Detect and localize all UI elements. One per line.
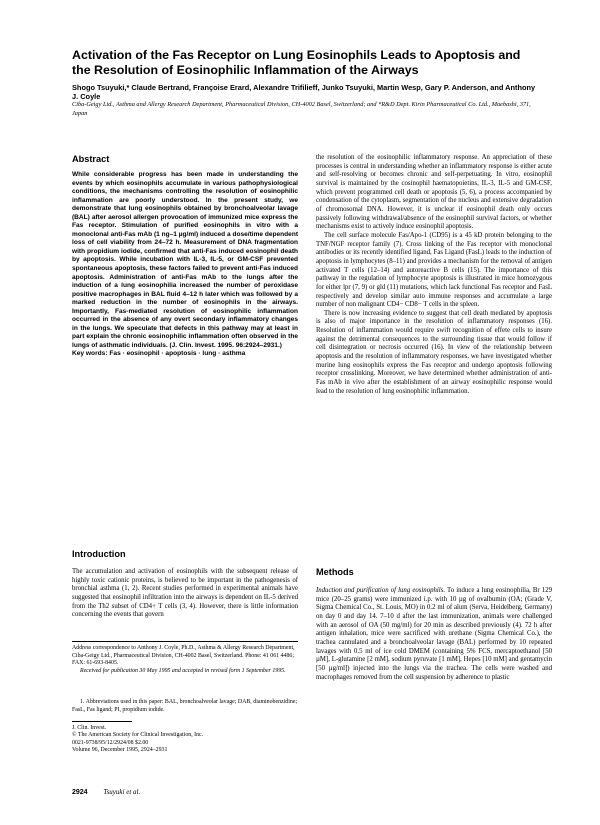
page-number: 2924 [72, 789, 88, 796]
intro-continued [316, 154, 552, 396]
abbreviations-note: 1. Abbreviations used in this paper: BAL, bronchoalveolar lavage; DAB, diaminobenzidine; FasL, Fas ligand; PI, propidium iodide. [72, 699, 298, 713]
journal-name: J. Clin. Invest. [72, 725, 107, 731]
affiliation: Ciba-Geigy Ltd., Asthma and Allergy Research Department, Pharmaceutical Division, CH-4002 Basel, Switzerland; and *R&D Dept. Kirin Pharmaceutical Co. Ltd., Maebashi, 371, Japan [72, 101, 531, 117]
journal-info-divider [72, 721, 132, 722]
abstract-section [72, 171, 298, 359]
page-footer [72, 788, 140, 796]
keywords: Key words: Fas · eosinophil · apoptosis · lung · asthma [72, 350, 246, 358]
footnote-divider [72, 641, 298, 642]
introduction-body [72, 568, 298, 620]
methods-subheading: Induction and purification of lung eosinophils. [316, 587, 446, 594]
received-note: Received for publication 30 May 1995 and accepted in revised form 1 September 1995. [80, 667, 286, 674]
abstract-body: While considerable progress has been made in understanding the events by which eosinophils accumulate in various pathophysiological conditions, the mechanisms controlling the resolution of eosinophilic inflammation are poorly understood. In the present study, we demonstrate that lung eosinophils obtained by bronchoalveolar lavage (BAL) after aerosol allergen provocation of immunized mice express the Fas receptor. Stimulation of purified eosinophils in vitro with a monoclonal anti-Fas mAb (1 ng–1 µg/ml) induced a dose/time dependent loss of cell viability from 24–72 h. Measurement of DNA fragmentation with propidium iodide, confirmed that anti-Fas induced eosinophil death by apoptosis. While incubation with IL-3, IL-5, or GM-CSF prevented spontaneous apoptosis, these factors failed to prevent anti-Fas induced apoptosis. Administration of anti-Fas mAb to the lungs after the induction of a lung eosinophilia increased the number of peroxidase positive macrophages in BAL fluid 4–12 h later which was followed by a marked reduction in the number of eosinophils in the airways. Importantly, Fas-mediated resolution of eosinophilic inflammation occurred in the absence of any overt secondary inflammatory changes in the lungs. We speculate that defects in this pathway may at least in part explain the chronic eosinophilic inflammation often observed in the lungs of asthmatic individuals. (J. Clin. Invest. 1995. 96:2924–2931.) [72, 171, 298, 349]
methods-paragraph: To induce a lung eosinophilia, Br 129 mice (20–25 grams) were immunized i.p. with 10 µg of ovalbumin (OA; (Grade V, Sigma Chemical Co., St. Louis, MO) in 0.2 ml of alum (Serva, Heidelberg, Germany) on day 0 and day 14. 7–10 d after the last immunization, animals were challenged with an aerosol of OA (50 mg/ml) for 20 min as described previously (4). 72 h after antigen inhalation, mice were sacrificed with urethane (Sigma Chemical Co.), the trachea cannulated and a bronchoalveolar lavage (BAL) performed by 10 repeated lavages with 0.5 ml of ice cold DMEM (containing 5% FCS, mercaptoethanol [50 µM], L-glutamine [2 mM], sodium pyruvate [1 mM], Hepes [10 mM] and gentamycin [50 µg/ml]) injected into the lungs via the trachea. The cells were washed and macrophages removed from the cell suspension by adherence to plastic [316, 587, 552, 681]
article-title: Activation of the Fas Receptor on Lung Eosinophils Leads to Apoptosis and the Resolution of Eosinophilic Inflammation of the Airways [72, 48, 521, 77]
journal-info [72, 725, 298, 754]
intro-paragraph-1: the resolution of the eosinophilic inflammatory response. An appreciation of these processes is central in understanding whether an inflammatory response is either acute and self-resolving or becomes chronic and self-perpetuating. In vitro, eosinophil survival is maintained by the cosinophil haematopoietins, IL-3, IL-5 and GM-CSF, which prevent programmed cell death or apoptosis (5, 6), a process accompanied by condensation of the cytoplasm, segmentation of the nucleus and extensive degradation of chromosomal DNA. However, it is unclear if eosinophil death only occurs passively following withdrawal/absence of the eosinophil survival factors, or whether mechanisms exist to actively induce eosinophil apoptosis. [316, 154, 552, 231]
correspondence-note: Address correspondence to Anthony J. Coyle, Ph.D., Asthma & Allergy Research Department, Ciba-Geigy Ltd., Pharmaceutical Division, CH-4002 Basel, Switzerland. Phone: 41 061 4486; FAX: 61-693-8405. [72, 645, 295, 667]
author-list: Shogo Tsuyuki,* Claude Bertrand, Françoise Erard, Alexandre Trifilieff, Junko Tsuyuki, Martin Wesp, Gary P. Anderson, and Anthony J. Coyle [72, 83, 536, 101]
introduction-paragraph: The accumulation and activation of eosinophils with the subsequent release of highly toxic cationic proteins, is believed to be important in the pathogenesis of bronchial asthma (1, 2). Recent studies performed in experimental animals have suggested that eosinophil infiltration into the airways is dependent on IL-5 derived from the Th2 subset of CD4+ T cells (3, 4). However, there is little information concerning the events that govern [72, 568, 298, 619]
introduction-heading: Introduction [72, 549, 126, 559]
footnote-correspondence [72, 645, 298, 675]
intro-paragraph-2: The cell surface molecule Fas/Apo-1 (CD95) is a 45 kD protein belonging to the TNF/NGF receptor family (7). Cross linking of the Fas receptor with monoclonal antibodies or its recently identified ligand, Fas Ligand (FasL) leads to the induction of apoptosis in lymphocytes (8–11) and provides a mechanism for the removal of antigen activated T cells (12–14) and autoreactive B cells (15). The importance of this pathway in the regulation of lymphocyte apoptosis is illustrated in mice homozygous for either lpr (7, 9) or gld (11) mutations, which lack functional Fas receptor and FasL respectively and develop similar auto immune responses and accumulate a large number of non malignant CD4− CD8− T cells in the spleen. [316, 231, 552, 309]
journal-code: 0021-9738/95/12/2924/08 $2.00 [72, 739, 149, 746]
running-head: Tsuyuki et al. [103, 788, 141, 796]
methods-heading: Methods [316, 567, 354, 577]
intro-paragraph-3: There is now increasing evidence to suggest that cell death mediated by apoptosis is also of major importance in the resolution of inflammatory responses (16). Resolution of inflammation would require swift recognition of effete cells to insure against the detrimental consequences to the surrounding tissue that would follow if cell disintegration or necrosis occurred (16). In view of the relationship between apoptosis and the resolution of inflammatory responses, we have investigated whether murine lung eosinophils express the Fas receptor and undergo apoptosis following receptor crosslinking. Moreover, we have determined whether administration of anti-Fas mAb in vivo after the establishment of an airway eosinophilic response would lead to the resolution of lung eosinophilic inflammation. [316, 309, 552, 395]
journal-copyright: © The American Society for Clinical Investigation, Inc. [72, 732, 204, 739]
abstract-heading: Abstract [72, 154, 110, 164]
footnote-abbreviations [72, 699, 298, 714]
journal-volume: Volume 96, December 1995, 2924–2931 [72, 746, 168, 753]
methods-body [316, 587, 552, 682]
